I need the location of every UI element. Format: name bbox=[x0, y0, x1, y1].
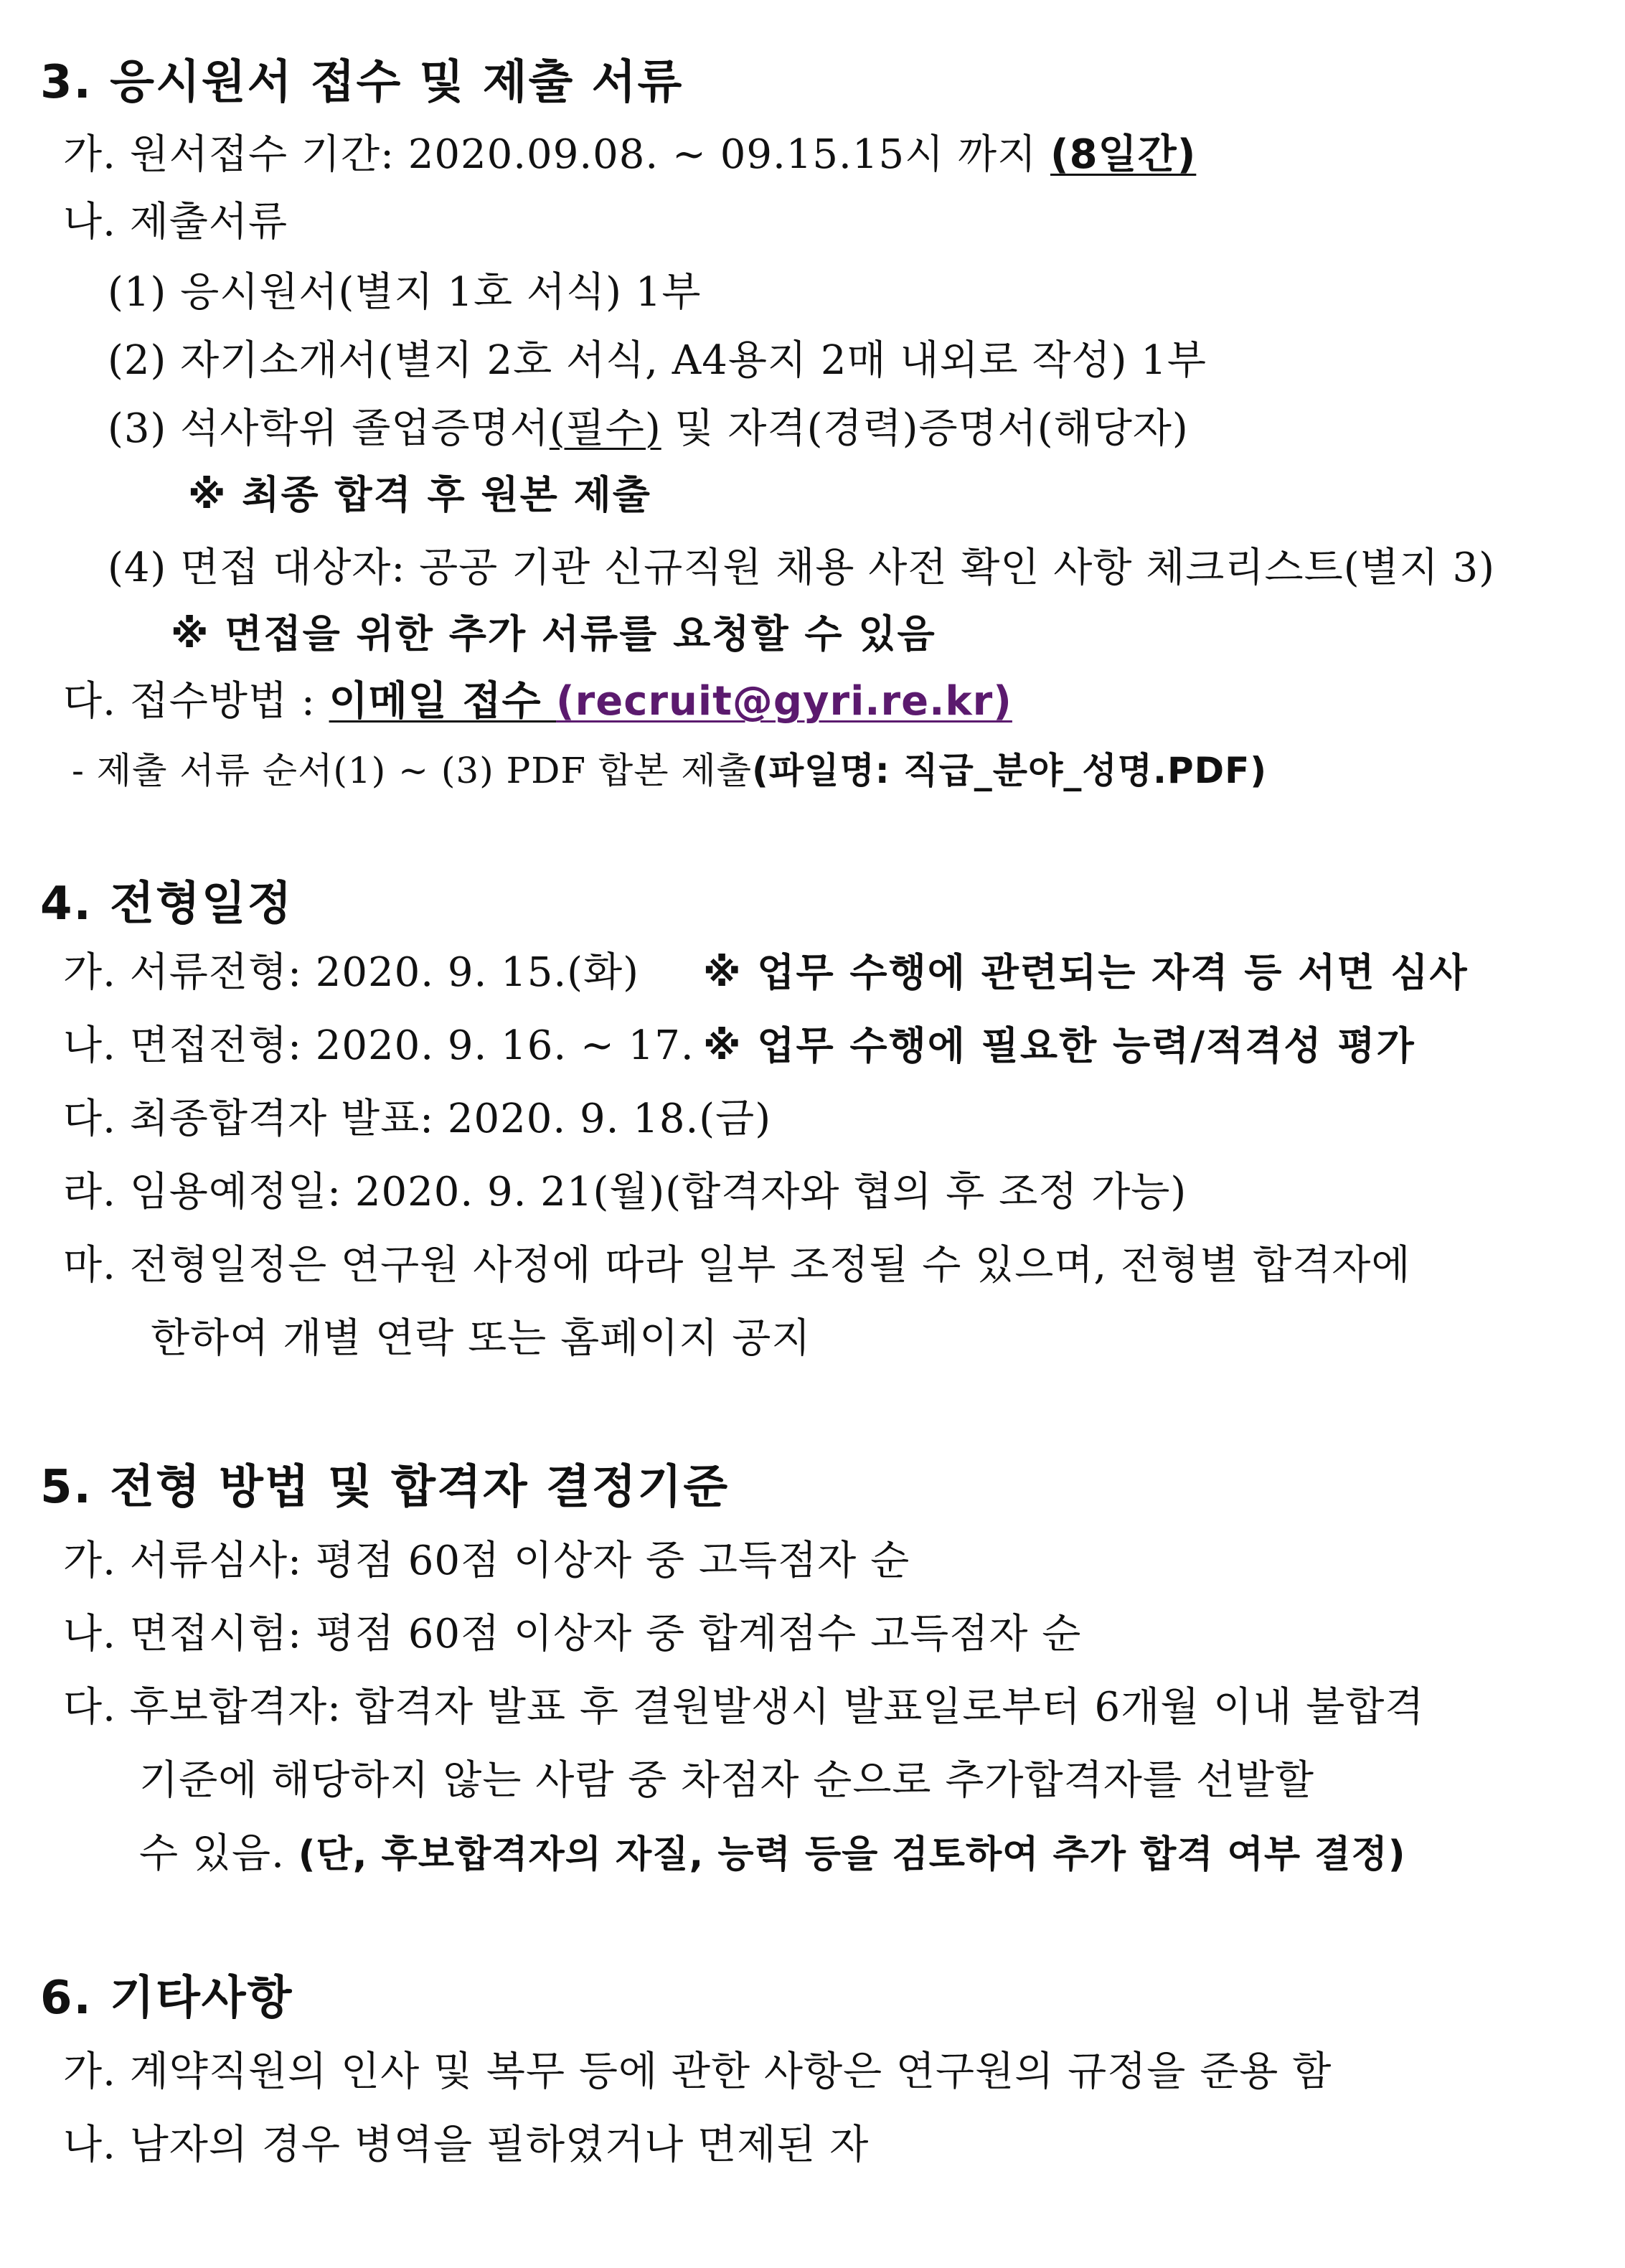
s5-interview-exam: 나. 면접시험: 평점 60점 이상자 중 합계점수 고득점자 순 bbox=[63, 1611, 1082, 1657]
s3-doc-item-4: (4) 면접 대상자: 공공 기관 신규직원 채용 사전 확인 사항 체크리스트(별지 3) bbox=[108, 545, 1496, 591]
s4-doc-screening-note: ※ 업무 수행에 관련되는 자격 등 서면 심사 bbox=[703, 950, 1469, 995]
s4-doc-screening: 가. 서류전형: 2020. 9. 15.(화) bbox=[63, 949, 639, 996]
s4-interview: 나. 면접전형: 2020. 9. 16. ~ 17. bbox=[63, 1022, 694, 1069]
s5-reserve-line-3 bbox=[139, 1827, 1405, 1882]
s4-schedule-note-line-2: 한하여 개별 연락 또는 홈페이지 공지 bbox=[151, 1315, 811, 1362]
s3-method-value: 이메일 접수 bbox=[329, 678, 557, 725]
s5-reserve-line-3-text: 수 있음. bbox=[139, 1830, 298, 1877]
s3-note-additional: ※ 면접을 위한 추가 서류를 요청할 수 있음 bbox=[171, 611, 936, 657]
s4-appointment-date: 라. 임용예정일: 2020. 9. 21(월)(합격자와 협의 후 조정 가능) bbox=[63, 1169, 1187, 1215]
section-3-heading: 3. 응시원서 접수 및 제출 서류 bbox=[40, 56, 684, 109]
s3-doc-item-3-text: (3) 석사학위 졸업증명서 bbox=[108, 405, 550, 452]
s3-submit-order-text: - 제출 서류 순서(1) ~ (3) PDF 합본 제출 bbox=[72, 750, 753, 791]
s3-doc-item-2: (2) 자기소개서(별지 2호 서식, A4용지 2매 내외로 작성) 1부 bbox=[108, 337, 1207, 384]
s3-period-text: 가. 원서접수 기간: 2020.09.08. ~ 09.15.15시 까지 bbox=[63, 131, 1050, 178]
s4-interview-note: ※ 업무 수행에 필요한 능력/적격성 평가 bbox=[703, 1023, 1416, 1068]
s5-reserve-line-1: 다. 후보합격자: 합격자 발표 후 결원발생시 발표일로부터 6개월 이내 불합격 bbox=[63, 1684, 1425, 1731]
s3-submit-order bbox=[72, 743, 1267, 798]
s3-period-line bbox=[63, 128, 1196, 182]
s4-schedule-note-line-1: 마. 전형일정은 연구원 사정에 따라 일부 조정될 수 있으며, 전형별 합격자에 bbox=[63, 1242, 1411, 1289]
s3-doc-item-3-required: (필수) bbox=[549, 405, 661, 452]
s6-military-service: 나. 남자의 경우 병역을 필하였거나 면제된 자 bbox=[63, 2122, 870, 2168]
s4-final-announcement: 다. 최종합격자 발표: 2020. 9. 18.(금) bbox=[63, 1096, 772, 1142]
s3-period-days: (8일간) bbox=[1050, 131, 1197, 178]
s3-note-original: ※ 최종 합격 후 원본 제출 bbox=[188, 472, 651, 517]
s3-method-label: 다. 접수방법 : bbox=[63, 678, 329, 725]
section-5-heading: 5. 전형 방법 및 합격자 결정기준 bbox=[40, 1461, 730, 1514]
section-6-heading: 6. 기타사항 bbox=[40, 1972, 293, 2025]
s5-doc-review: 가. 서류심사: 평점 60점 이상자 중 고득점자 순 bbox=[63, 1538, 910, 1584]
s5-reserve-line-2: 기준에 해당하지 않는 사람 중 차점자 순으로 추가합격자를 선발할 bbox=[139, 1757, 1314, 1804]
section-4-heading: 4. 전형일정 bbox=[40, 877, 293, 931]
s3-email-link[interactable]: (recruit@gyri.re.kr) bbox=[556, 678, 1012, 725]
s3-doc-item-3-rest: 및 자격(경력)증명서(해당자) bbox=[661, 405, 1189, 452]
s3-doc-item-3 bbox=[108, 402, 1189, 456]
s3-method-line bbox=[63, 674, 1012, 729]
s5-reserve-condition: (단, 후보합격자의 자질, 능력 등을 검토하여 추가 합격 여부 결정) bbox=[298, 1833, 1406, 1876]
s3-file-name-rule: (파일명: 직급_분야_성명.PDF) bbox=[752, 750, 1268, 791]
s3-docs-title: 나. 제출서류 bbox=[63, 199, 288, 245]
s3-doc-item-1: (1) 응시원서(별지 1호 서식) 1부 bbox=[108, 269, 702, 316]
s6-contract-staff: 가. 계약직원의 인사 및 복무 등에 관한 사항은 연구원의 규정을 준용 함 bbox=[63, 2048, 1332, 2095]
